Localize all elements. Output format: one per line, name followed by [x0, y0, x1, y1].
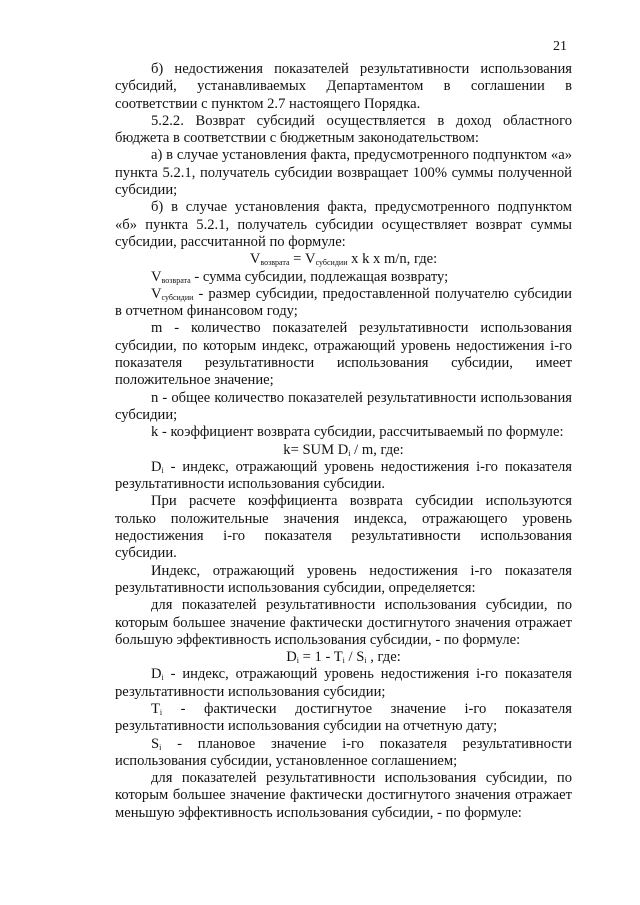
definition-k: k - коэффициент возврата субсидии, рассчитываемый по формуле: — [151, 424, 564, 441]
paragraph: б) недостижения показателей результативности использования субсидий, устанавливаемых Департаментом в соглашении в соответствии с пунктом 2.7 настоящего Порядка. — [115, 61, 572, 112]
definition-ti: $T_i$ - фактически достигнутое значение i-го показателя результативности использования субсидии на отчетную дату; — [115, 700, 572, 735]
definition-m: m - количество показателей результативности использования субсидии, по которым индекс, отражающий уровень недостижения i-го показателя результативности использования субсидии, имеет положительное значение; — [115, 320, 572, 389]
definition-n: n - общее количество показателей результативности использования субсидии; — [115, 389, 572, 423]
definition-v-return: $V_{возврата}$ - сумма субсидии, подлежащая возврату; — [151, 268, 449, 285]
document-body — [115, 61, 572, 822]
paragraph: 5.2.2. Возврат субсидий осуществляется в доход областного бюджета в соответствии с бюджетным законодательством: — [115, 112, 572, 147]
formula-v-return: $V_{возврата} = V_{субсидии}$ x k x m/n, где: — [249, 251, 438, 268]
definition-v-subsidy: $V_{субсидии}$ - размер субсидии, предоставленной получателю субсидии в отчетном финансовом году; — [115, 285, 572, 320]
page-number: 21 — [553, 39, 567, 54]
definition-si: $S_i$ - плановое значение i-го показателя результативности использования субсидии, установленное соглашением; — [115, 735, 572, 769]
formula-d: $D_i = 1 - T_i / S_i$ , где: — [286, 649, 401, 666]
paragraph: б) в случае установления факта, предусмотренного подпунктом «б» пункта 5.2.1, получатель субсидии осуществляет возврат суммы субсидии, рассчитанной по формуле: — [115, 199, 572, 250]
paragraph: для показателей результативности использования субсидии, по которым большее значение фактически достигнутого значения отражает меньшую эффективность использования субсидии, - по формуле: — [115, 770, 572, 821]
formula-k: k= SUM $D_i$ / m, где: — [283, 441, 404, 458]
definition-di: $D_i$ - индекс, отражающий уровень недостижения i-го показателя результативности использования субсидии. — [115, 458, 572, 493]
paragraph: а) в случае установления факта, предусмотренного подпунктом «а» пункта 5.2.1, получатель субсидии возвращает 100% суммы полученной субсидии; — [115, 147, 572, 199]
paragraph: для показателей результативности использования субсидии, по которым большее значение фактически достигнутого значения отражает большую эффективность использования субсидии, - по формуле: — [115, 597, 572, 648]
definition-di: $D_i$ - индекс, отражающий уровень недостижения i-го показателя результативности использования субсидии; — [115, 666, 572, 700]
paragraph: Индекс, отражающий уровень недостижения i-го показателя результативности использования субсидии, определяется: — [115, 562, 572, 596]
paragraph: При расчете коэффициента возврата субсидии используются только положительные значения индекса, отражающего уровень недостижения i-го показателя результативности использования субсидии. — [115, 493, 572, 562]
